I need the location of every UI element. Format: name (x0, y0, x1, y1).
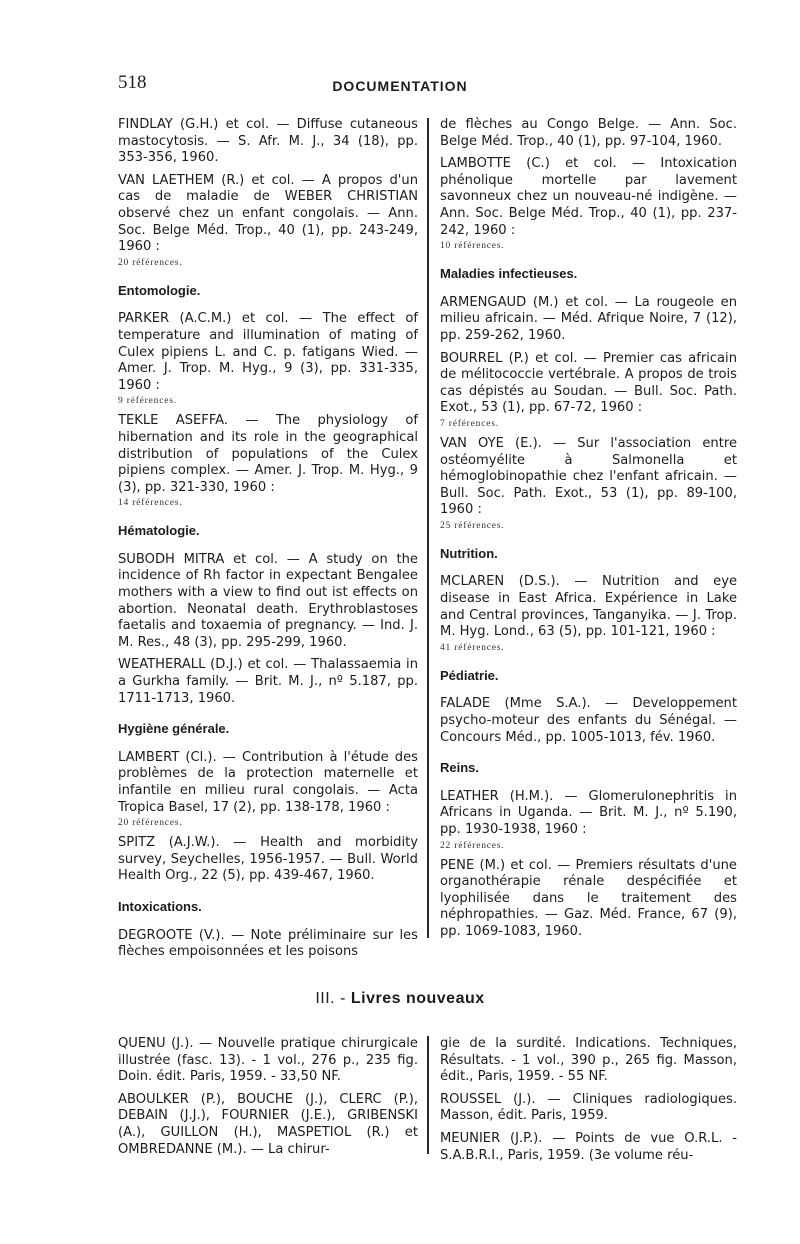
entry-text: WEATHERALL (D.J.) et col. — Thalassaemia in a Gurkha family. — Brit. M. J., nº 5.187, pp. 1711-1713, 1960. (118, 657, 418, 706)
bibliography-entry (440, 351, 737, 430)
bibliography-entry (118, 928, 418, 961)
bibliography-entry (440, 574, 737, 653)
bibliography-entry (440, 696, 737, 746)
bibliography-entry (440, 295, 737, 345)
section-title-text: Livres nouveaux (350, 990, 485, 1007)
bibliography-entry (118, 750, 418, 829)
bibliography-entry (440, 789, 737, 852)
reference-count: 22 références. (440, 840, 505, 851)
bibliography-entry (118, 1092, 418, 1158)
bibliography-entry (118, 413, 418, 509)
entry-text: LAMBOTTE (C.) et col. — Intoxication phénolique mortelle par lavement savonneux chez un nouveau-né indigène. — Ann. Soc. Belge Méd. Trop., 40 (1), pp. 237-242, 1960 : (440, 156, 737, 238)
column-right-top (440, 117, 737, 947)
bibliography-entry (118, 1036, 418, 1086)
column-left-top (118, 117, 418, 967)
entry-text: BOURREL (P.) et col. — Premier cas africain de mélitococcie vertébrale. A propos de trois cas dépistés au Soudan. — Bull. Soc. Path. Exot., 53 (1), pp. 67-72, 1960 : (440, 350, 737, 416)
category-heading: Reins. (440, 760, 480, 776)
reference-count: 10 références. (440, 241, 505, 252)
category-heading: Pédiatrie. (440, 667, 499, 683)
entry-text: QUENU (J.). — Nouvelle pratique chirurgicale illustrée (fasc. 13). - 1 vol., 276 p., 235 fig. Doin. édit. Paris, 1959. - 33,50 NF. (118, 1036, 418, 1085)
category-heading: Entomologie. (118, 282, 201, 298)
bibliography-entry (440, 858, 737, 941)
bibliography-entry (440, 1092, 737, 1125)
category-heading: Hématologie. (118, 523, 200, 539)
bibliography-entry (118, 117, 418, 167)
entry-text: ABOULKER (P.), BOUCHE (J.), CLERC (P.), DEBAIN (J.J.), FOURNIER (J.E.), GRIBENSKI (A.), GUILLON (H.), MASPETIOL (R.) et OMBREDANNE (M.). — La chirur- (118, 1091, 418, 1157)
column-divider-bottom (427, 1036, 429, 1154)
entry-text: PENE (M.) et col. — Premiers résultats d'une organothérapie rénale despécifiée et lyophilisée dans le traitement des néphropathies. — Gaz. Méd. France, 67 (9), pp. 1069-1083, 1960. (440, 857, 737, 939)
reference-count: 20 références. (118, 818, 183, 829)
entry-text: LEATHER (H.M.). — Glomerulonephritis in Africans in Uganda. — Brit. M. J., nº 5.190, pp. 1930-1938, 1960 : (440, 788, 737, 837)
entry-text: VAN OYE (E.). — Sur l'association entre ostéomyélite à Salmonella et hémoglobinopathie chez l'enfant africain. — Bull. Soc. Path. Exot., 53 (1), pp. 89-100, 1960 : (440, 435, 737, 518)
column-divider-top (427, 118, 429, 938)
bibliography-entry (118, 173, 418, 269)
category-heading: Maladies infectieuses. (440, 266, 578, 282)
entry-text: DEGROOTE (V.). — Note préliminaire sur les flèches empoisonnées et les poisons (118, 927, 418, 960)
column-right-bottom (440, 1036, 737, 1170)
entry-text: TEKLE ASEFFA. — The physiology of hibernation and its role in the geographical distribution of populations of the Culex pipiens complex. — Amer. J. Trop. M. Hyg., 9 (3), pp. 321-330, 1960 : (118, 413, 418, 495)
page-number: 518 (118, 72, 147, 93)
bibliography-entry (118, 835, 418, 885)
category-heading: Intoxications. (118, 898, 202, 914)
entry-text: de flèches au Congo Belge. — Ann. Soc. Belge Méd. Trop., 40 (1), pp. 97-104, 1960. (440, 117, 737, 149)
bibliography-entry (440, 156, 737, 252)
bibliography-entry (440, 436, 737, 532)
bibliography-entry (118, 657, 418, 707)
bibliography-entry (118, 311, 418, 407)
entry-text: FINDLAY (G.H.) et col. — Diffuse cutaneous mastocytosis. — S. Afr. M. J., 34 (18), pp. 353-356, 1960. (118, 117, 418, 166)
entry-text: gie de la surdité. Indications. Techniques, Résultats. - 1 vol., 390 p., 265 fig. Masson, édit., Paris, 1959. - 55 NF. (440, 1036, 737, 1085)
reference-count: 7 références. (440, 418, 499, 429)
entry-text: VAN LAETHEM (R.) et col. — A propos d'un cas de maladie de WEBER CHRISTIAN observé chez un enfant congolais. — Ann. Soc. Belge Méd. Trop., 40 (1), pp. 243-249, 1960 : (118, 172, 418, 255)
entry-text: ARMENGAUD (M.) et col. — La rougeole en milieu africain. — Méd. Afrique Noire, 7 (12), pp. 259-262, 1960. (440, 294, 737, 343)
category-heading: Hygiène générale. (118, 721, 230, 737)
bibliography-entry (440, 1131, 737, 1164)
entry-text: PARKER (A.C.M.) et col. — The effect of temperature and illumination of mating of Culex pipiens L. and C. p. fatigans Wied. — Amer. J. Trop. M. Hyg., 9 (3), pp. 331-335, 1960 : (118, 311, 418, 393)
column-left-bottom (118, 1036, 418, 1164)
entry-text: FALADE (Mme S.A.). — Developpement psycho-moteur des enfants du Sénégal. — Concours Méd., pp. 1005-1013, fév. 1960. (440, 696, 737, 745)
reference-count: 20 références. (118, 257, 183, 268)
entry-text: MCLAREN (D.S.). — Nutrition and eye disease in East Africa. Expérience in Lake and Central provinces, Tanganyika. — J. Trop. M. Hyg. Lond., 63 (5), pp. 101-121, 1960 : (440, 574, 737, 640)
entry-text: MEUNIER (J.P.). — Points de vue O.R.L. - S.A.B.R.I., Paris, 1959. (3e volume réu- (440, 1130, 737, 1163)
entry-text: LAMBERT (Cl.). — Contribution à l'étude des problèmes de la protection maternelle et infantile en milieu rural congolais. — Acta Tropica Basel, 17 (2), pp. 138-178, 1960 : (118, 749, 418, 815)
entry-text: ROUSSEL (J.). — Cliniques radiologiques. Masson, édit. Paris, 1959. (440, 1091, 737, 1124)
section-number: III. - (315, 990, 346, 1007)
reference-count: 41 références. (440, 642, 505, 653)
bibliography-entry (440, 117, 737, 150)
category-heading: Nutrition. (440, 545, 498, 561)
section-heading (0, 990, 800, 1008)
bibliography-entry (440, 1036, 737, 1086)
entry-text: SPITZ (A.J.W.). — Health and morbidity survey, Seychelles, 1956-1957. — Bull. World Health Org., 22 (5), pp. 439-467, 1960. (118, 835, 418, 884)
entry-text: SUBODH MITRA et col. — A study on the incidence of Rh factor in expectant Bengalee mothers with a view to find out ist effects on abortion. Neonatal death. Erythroblastoses faetalis and toxaemia of pregnancy. — Ind. J. M. Res., 48 (3), pp. 295-299, 1960. (118, 551, 418, 650)
reference-count: 25 références. (440, 520, 505, 531)
bibliography-entry (118, 552, 418, 652)
reference-count: 14 références. (118, 498, 183, 509)
running-title: DOCUMENTATION (332, 78, 468, 94)
reference-count: 9 références. (118, 396, 177, 407)
